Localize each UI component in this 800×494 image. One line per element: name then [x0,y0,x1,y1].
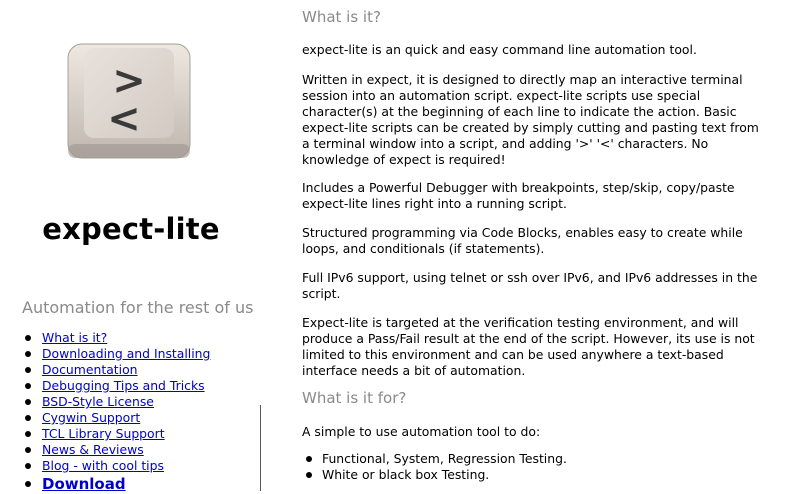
nav-link-tcl-library[interactable]: TCL Library Support [42,426,165,441]
nav-link-debugging[interactable]: Debugging Tips and Tricks [42,378,205,393]
paragraph-targeted: Expect-lite is targeted at the verification testing environment, and will produce a Pass/Fail result at the end of the script. However, its use is not limited to this environment and can be used anywhere a text-based interface needs a bit of automation. [302,315,755,378]
nav-link-cygwin[interactable]: Cygwin Support [42,410,141,425]
tagline: Automation for the rest of us [22,298,254,317]
paragraph-ipv6: Full IPv6 support, using telnet or ssh over IPv6, and IPv6 addresses in the script. [302,270,758,301]
nav-link-license[interactable]: BSD-Style License [42,394,154,409]
nav-item [24,378,210,394]
nav-item [24,394,210,410]
nav-menu [24,330,210,492]
keycap-icon [66,40,192,160]
heading-what-is-it: What is it? [302,8,381,26]
paragraph-intro: expect-lite is an quick and easy command line automation tool. [302,42,697,57]
nav-item [24,330,210,346]
nav-link-documentation[interactable]: Documentation [42,362,138,377]
sidebar [0,0,262,491]
key-glyph-bottom: < [107,96,141,142]
feature-item: White or black box Testing. [302,467,567,483]
nav-link-download[interactable]: Download [42,475,126,493]
nav-link-what-is-it[interactable]: What is it? [42,330,108,345]
nav-item [24,458,210,474]
key-glyph-top: > [112,58,146,104]
nav-link-downloading[interactable]: Downloading and Installing [42,346,211,361]
paragraph-written-in-expect: Written in expect, it is designed to directly map an interactive terminal session into an automation script. expect-lite scripts use special character(s) at the beginning of each line to indicate the action. Basic expect-lite scripts can be created by simply cutting and pasting text from a terminal window into a script, and adding '>' '<' characters. No knowledge of expect is required! [302,72,759,167]
nav-link-blog[interactable]: Blog - with cool tips [42,458,164,473]
nav-item [24,442,210,458]
paragraph-debugger: Includes a Powerful Debugger with breakpoints, step/skip, copy/paste expect-lite lines right into a running script. [302,180,735,211]
nav-item [24,346,210,362]
logo-keyboard-key [66,40,192,160]
feature-item: Functional, System, Regression Testing. [302,451,567,467]
nav-item [24,362,210,378]
paragraph-simple-tool: A simple to use automation tool to do: [302,424,541,439]
sidebar-divider [260,405,261,491]
heading-what-is-it-for: What is it for? [302,389,407,407]
feature-list [302,451,567,483]
site-title: expect-lite [42,212,220,246]
nav-link-news[interactable]: News & Reviews [42,442,144,457]
nav-item [24,474,210,492]
paragraph-structured: Structured programming via Code Blocks, enables easy to create while loops, and conditionals (if statements). [302,225,743,256]
nav-item [24,410,210,426]
nav-item [24,426,210,442]
